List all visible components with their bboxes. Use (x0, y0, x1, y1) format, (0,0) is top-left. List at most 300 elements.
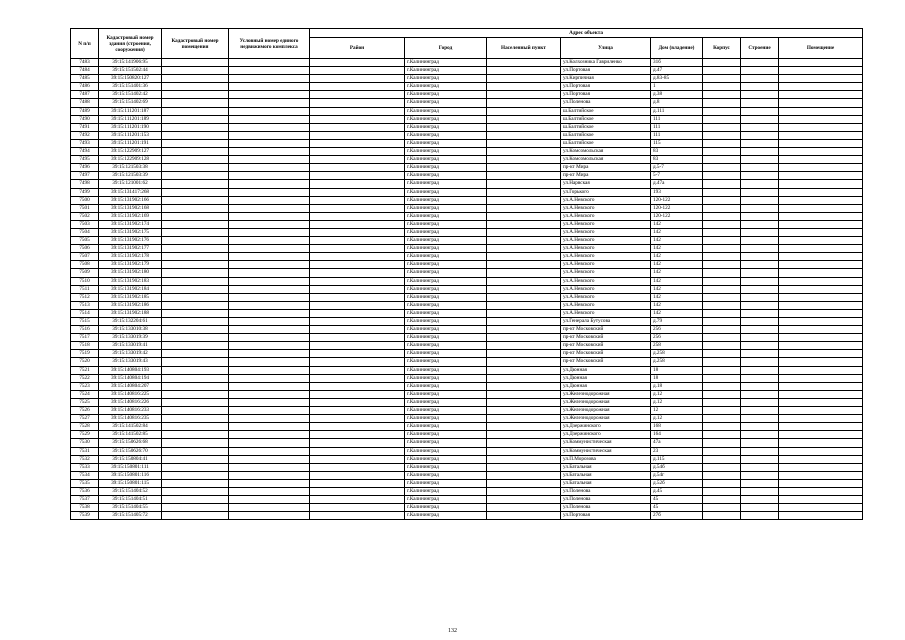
table-cell (162, 496, 229, 504)
table-cell: 39:15:121001:62 (99, 180, 162, 188)
table-cell: г.Калининград (405, 83, 487, 91)
table-cell: г.Калининград (405, 463, 487, 471)
table-cell: г.Калининград (405, 334, 487, 342)
table-cell (229, 75, 310, 83)
table-cell: 39:15:131902:168 (99, 204, 162, 212)
table-cell: ул.А.Невского (561, 293, 651, 301)
table-cell (703, 342, 741, 350)
table-cell: 39:15:140816:233 (99, 407, 162, 415)
table-cell: ш.Балтийское (561, 123, 651, 131)
table-cell: г.Калининград (405, 496, 487, 504)
table-cell (162, 293, 229, 301)
table-cell (229, 479, 310, 487)
table-cell (229, 334, 310, 342)
table-cell (703, 115, 741, 123)
table-cell: 39:15:121503:39 (99, 172, 162, 180)
table-cell (229, 504, 310, 512)
table-cell: 256 (651, 334, 703, 342)
table-cell: ул.Поленова (561, 504, 651, 512)
table-cell: г.Калининград (405, 188, 487, 196)
table-cell (741, 228, 779, 236)
table-cell (703, 407, 741, 415)
table-cell (703, 471, 741, 479)
table-cell: 39:15:133019:42 (99, 350, 162, 358)
table-cell (703, 487, 741, 495)
table-cell: д.115 (651, 455, 703, 463)
table-cell (703, 382, 741, 390)
table-cell (310, 309, 405, 317)
table-cell: ул.А.Невского (561, 261, 651, 269)
table-cell: 39:15:122909:127 (99, 148, 162, 156)
table-cell: 39:15:111201:187 (99, 107, 162, 115)
table-cell (741, 237, 779, 245)
table-cell: д.12 (651, 390, 703, 398)
table-cell (487, 366, 561, 374)
table-row (71, 220, 863, 228)
table-cell: 7523 (71, 382, 99, 390)
table-cell (162, 407, 229, 415)
table-cell (162, 91, 229, 99)
table-cell (703, 204, 741, 212)
table-cell: 7529 (71, 431, 99, 439)
table-cell (310, 318, 405, 326)
table-cell (162, 99, 229, 107)
table-cell: ул.Дзержинского (561, 423, 651, 431)
table-cell: 7511 (71, 285, 99, 293)
table-cell (487, 172, 561, 180)
table-cell (703, 196, 741, 204)
table-cell (229, 131, 310, 139)
table-cell: 39:15:151404:52 (99, 487, 162, 495)
table-row (71, 407, 863, 415)
table-cell (229, 496, 310, 504)
table-cell (229, 382, 310, 390)
table-cell (703, 164, 741, 172)
table-cell (703, 431, 741, 439)
table-cell (487, 415, 561, 423)
table-cell (741, 115, 779, 123)
table-cell (703, 374, 741, 382)
table-row (71, 318, 863, 326)
table-cell (162, 156, 229, 164)
table-cell: 142 (651, 309, 703, 317)
table-cell (741, 447, 779, 455)
table-cell (310, 107, 405, 115)
table-cell: пр-кт Мира (561, 172, 651, 180)
table-cell (487, 326, 561, 334)
table-cell (703, 172, 741, 180)
table-cell (162, 228, 229, 236)
table-cell (703, 261, 741, 269)
table-cell: г.Калининград (405, 382, 487, 390)
table-cell (779, 309, 863, 317)
table-cell: 45 (651, 504, 703, 512)
table-cell (310, 285, 405, 293)
table-cell: д.111 (651, 107, 703, 115)
table-cell (310, 164, 405, 172)
table-cell: г.Калининград (405, 148, 487, 156)
table-cell: пр-кт Московский (561, 358, 651, 366)
table-cell (229, 431, 310, 439)
table-cell (229, 463, 310, 471)
table-cell (779, 496, 863, 504)
table-cell (703, 237, 741, 245)
table-cell (741, 496, 779, 504)
table-cell (779, 463, 863, 471)
table-cell: ул.Комсомольская (561, 156, 651, 164)
table-cell: 142 (651, 293, 703, 301)
table-cell (229, 220, 310, 228)
table-cell (162, 188, 229, 196)
table-cell (310, 423, 405, 431)
table-cell (779, 423, 863, 431)
table-cell (703, 123, 741, 131)
table-cell: 39:15:133010:38 (99, 326, 162, 334)
table-cell (741, 358, 779, 366)
table-cell: ул.Нарвская (561, 180, 651, 188)
header-city: Город (405, 38, 487, 59)
table-cell (779, 261, 863, 269)
table-cell (310, 455, 405, 463)
table-cell (487, 115, 561, 123)
table-cell (229, 366, 310, 374)
table-cell: 18 (651, 366, 703, 374)
table-cell (741, 504, 779, 512)
table-cell (310, 123, 405, 131)
table-cell (310, 67, 405, 75)
table-cell (487, 463, 561, 471)
table-cell: г.Калининград (405, 139, 487, 147)
table-row (71, 67, 863, 75)
table-cell (779, 67, 863, 75)
table-cell (229, 188, 310, 196)
table-cell: д.47 (651, 67, 703, 75)
table-cell (487, 156, 561, 164)
table-cell: ул.Коммунистическая (561, 447, 651, 455)
table-cell: 39:15:141906:95 (99, 59, 162, 67)
table-row (71, 366, 863, 374)
table-cell (741, 415, 779, 423)
table-cell: 39:15:150801:116 (99, 471, 162, 479)
table-cell: 39:15:133019:39 (99, 334, 162, 342)
table-cell: г.Калининград (405, 164, 487, 172)
table-cell: 7484 (71, 67, 99, 75)
table-cell: 7498 (71, 180, 99, 188)
table-cell (741, 204, 779, 212)
table-cell (779, 512, 863, 520)
table-cell (487, 59, 561, 67)
table-cell: г.Калининград (405, 447, 487, 455)
table-cell: ул.А.Невского (561, 309, 651, 317)
table-cell (229, 293, 310, 301)
table-cell (310, 277, 405, 285)
table-row (71, 439, 863, 447)
table-cell (779, 172, 863, 180)
table-cell (229, 91, 310, 99)
table-cell (703, 188, 741, 196)
header-korpus: Корпус (703, 38, 741, 59)
table-cell: 7507 (71, 253, 99, 261)
table-cell: 7494 (71, 148, 99, 156)
table-cell: ул.А.Невского (561, 204, 651, 212)
table-cell: г.Калининград (405, 269, 487, 277)
table-cell: г.Калининград (405, 350, 487, 358)
table-cell (741, 196, 779, 204)
table-cell: г.Калининград (405, 285, 487, 293)
table-cell (229, 180, 310, 188)
table-cell: г.Калининград (405, 196, 487, 204)
table-cell: 7519 (71, 350, 99, 358)
table-cell (487, 390, 561, 398)
table-cell: 7515 (71, 318, 99, 326)
table-cell: д.258 (651, 350, 703, 358)
table-cell (779, 301, 863, 309)
table-cell (162, 382, 229, 390)
table-cell (487, 431, 561, 439)
table-cell (162, 180, 229, 188)
property-register-table (70, 28, 863, 520)
table-cell: 39:15:131902:177 (99, 245, 162, 253)
table-cell: 7501 (71, 204, 99, 212)
table-cell (229, 196, 310, 204)
table-cell (779, 504, 863, 512)
table-cell (487, 164, 561, 172)
table-cell (229, 415, 310, 423)
table-cell (229, 139, 310, 147)
table-cell (487, 253, 561, 261)
table-cell (487, 212, 561, 220)
table-cell (229, 398, 310, 406)
table-cell: 7495 (71, 156, 99, 164)
table-cell (779, 318, 863, 326)
table-cell (779, 382, 863, 390)
table-row (71, 148, 863, 156)
table-cell: ул.Горького (561, 188, 651, 196)
table-row (71, 123, 863, 131)
table-header (71, 29, 863, 59)
table-cell (162, 139, 229, 147)
table-cell (229, 390, 310, 398)
table-cell (162, 471, 229, 479)
table-cell: 7518 (71, 342, 99, 350)
table-cell: 7534 (71, 471, 99, 479)
table-cell: ул.П.Морозова (561, 455, 651, 463)
table-cell (741, 512, 779, 520)
table-cell (779, 439, 863, 447)
table-cell (779, 358, 863, 366)
table-cell (741, 261, 779, 269)
table-cell: 39:15:122909:128 (99, 156, 162, 164)
table-cell (779, 237, 863, 245)
table-cell (229, 212, 310, 220)
table-cell (703, 358, 741, 366)
table-cell (703, 415, 741, 423)
table-cell: 18 (651, 374, 703, 382)
table-row (71, 415, 863, 423)
table-cell: 7489 (71, 107, 99, 115)
table-cell: г.Калининград (405, 471, 487, 479)
table-row (71, 83, 863, 91)
table-cell: 258 (651, 342, 703, 350)
table-cell (703, 220, 741, 228)
table-cell (703, 455, 741, 463)
table-cell: 111 (651, 123, 703, 131)
table-cell: 7503 (71, 220, 99, 228)
table-cell (487, 75, 561, 83)
header-settlement: Населенный пункт (487, 38, 561, 59)
table-cell (703, 83, 741, 91)
table-cell (741, 172, 779, 180)
table-row (71, 277, 863, 285)
table-cell (162, 131, 229, 139)
table-cell: 12 (651, 407, 703, 415)
table-row (71, 237, 863, 245)
table-cell (487, 512, 561, 520)
table-cell: 142 (651, 245, 703, 253)
table-row (71, 115, 863, 123)
table-cell: г.Калининград (405, 123, 487, 131)
table-cell: г.Калининград (405, 366, 487, 374)
table-cell: ул.Батальная (561, 463, 651, 471)
table-cell (741, 350, 779, 358)
table-cell: 7508 (71, 261, 99, 269)
table-cell (741, 342, 779, 350)
table-cell (487, 220, 561, 228)
table-cell: 7532 (71, 455, 99, 463)
table-cell (310, 253, 405, 261)
table-cell: ул.А.Невского (561, 269, 651, 277)
table-cell (487, 382, 561, 390)
table-cell: д.258 (651, 358, 703, 366)
table-cell: 39:15:131902:183 (99, 277, 162, 285)
table-cell (779, 91, 863, 99)
table-cell: г.Калининград (405, 407, 487, 415)
table-cell (162, 196, 229, 204)
table-cell (487, 293, 561, 301)
table-row (71, 398, 863, 406)
table-cell: г.Калининград (405, 318, 487, 326)
table-cell: 83 (651, 148, 703, 156)
table-cell (779, 407, 863, 415)
table-cell: 39:15:151405:72 (99, 512, 162, 520)
table-cell (162, 487, 229, 495)
table-cell (487, 285, 561, 293)
table-row (71, 334, 863, 342)
table-row (71, 423, 863, 431)
table-cell: г.Калининград (405, 309, 487, 317)
table-cell: 7520 (71, 358, 99, 366)
table-cell: г.Калининград (405, 91, 487, 99)
table-cell: ул.Портовая (561, 91, 651, 99)
table-cell (487, 479, 561, 487)
table-cell (703, 285, 741, 293)
table-cell: 120-122 (651, 196, 703, 204)
table-cell (310, 139, 405, 147)
table-cell: д.79 (651, 318, 703, 326)
table-cell (779, 196, 863, 204)
table-cell (162, 309, 229, 317)
table-row (71, 91, 863, 99)
table-cell (162, 504, 229, 512)
table-cell (229, 407, 310, 415)
table-cell: 7487 (71, 91, 99, 99)
table-cell: 193 (651, 188, 703, 196)
table-cell: ул.Дзержинского (561, 431, 651, 439)
table-cell (741, 366, 779, 374)
table-cell (741, 91, 779, 99)
table-cell (779, 59, 863, 67)
table-cell (162, 350, 229, 358)
table-cell: 39:15:133019:43 (99, 358, 162, 366)
table-cell (741, 123, 779, 131)
table-cell (487, 228, 561, 236)
table-cell: 7509 (71, 269, 99, 277)
table-cell (310, 180, 405, 188)
table-row (71, 285, 863, 293)
table-cell: 45 (651, 496, 703, 504)
table-cell: 39:15:140816:235 (99, 415, 162, 423)
table-cell (741, 139, 779, 147)
table-cell (487, 277, 561, 285)
table-cell: 168 (651, 423, 703, 431)
table-cell: д.83-85 (651, 75, 703, 83)
table-cell (310, 172, 405, 180)
table-cell (779, 455, 863, 463)
header-house: Дом (владение) (651, 38, 703, 59)
table-cell: 115 (651, 139, 703, 147)
table-cell (310, 301, 405, 309)
table-cell (229, 285, 310, 293)
table-cell: 23 (651, 447, 703, 455)
table-cell (162, 431, 229, 439)
table-cell (779, 220, 863, 228)
table-cell: 142 (651, 220, 703, 228)
table-cell (310, 439, 405, 447)
table-cell (162, 164, 229, 172)
table-cell (310, 407, 405, 415)
table-cell (741, 99, 779, 107)
table-cell (779, 479, 863, 487)
table-cell: 39:15:150801:111 (99, 463, 162, 471)
table-body (71, 59, 863, 520)
table-cell: 7533 (71, 463, 99, 471)
table-cell: г.Калининград (405, 253, 487, 261)
table-cell (487, 398, 561, 406)
table-cell (779, 139, 863, 147)
table-cell: 7504 (71, 228, 99, 236)
table-cell: ул.А.Невского (561, 285, 651, 293)
table-cell: 7516 (71, 326, 99, 334)
table-cell (703, 350, 741, 358)
table-cell: 142 (651, 285, 703, 293)
table-cell: 7499 (71, 188, 99, 196)
table-row (71, 301, 863, 309)
table-cell (310, 148, 405, 156)
table-cell: ул.Портовая (561, 512, 651, 520)
table-cell (779, 156, 863, 164)
table-cell: 7486 (71, 83, 99, 91)
table-cell (310, 431, 405, 439)
table-cell (310, 471, 405, 479)
table-cell (310, 447, 405, 455)
table-cell: 7517 (71, 334, 99, 342)
table-cell (229, 228, 310, 236)
table-cell (487, 471, 561, 479)
table-cell (779, 334, 863, 342)
table-cell (162, 253, 229, 261)
table-cell (162, 107, 229, 115)
table-cell: ул.А.Невского (561, 245, 651, 253)
